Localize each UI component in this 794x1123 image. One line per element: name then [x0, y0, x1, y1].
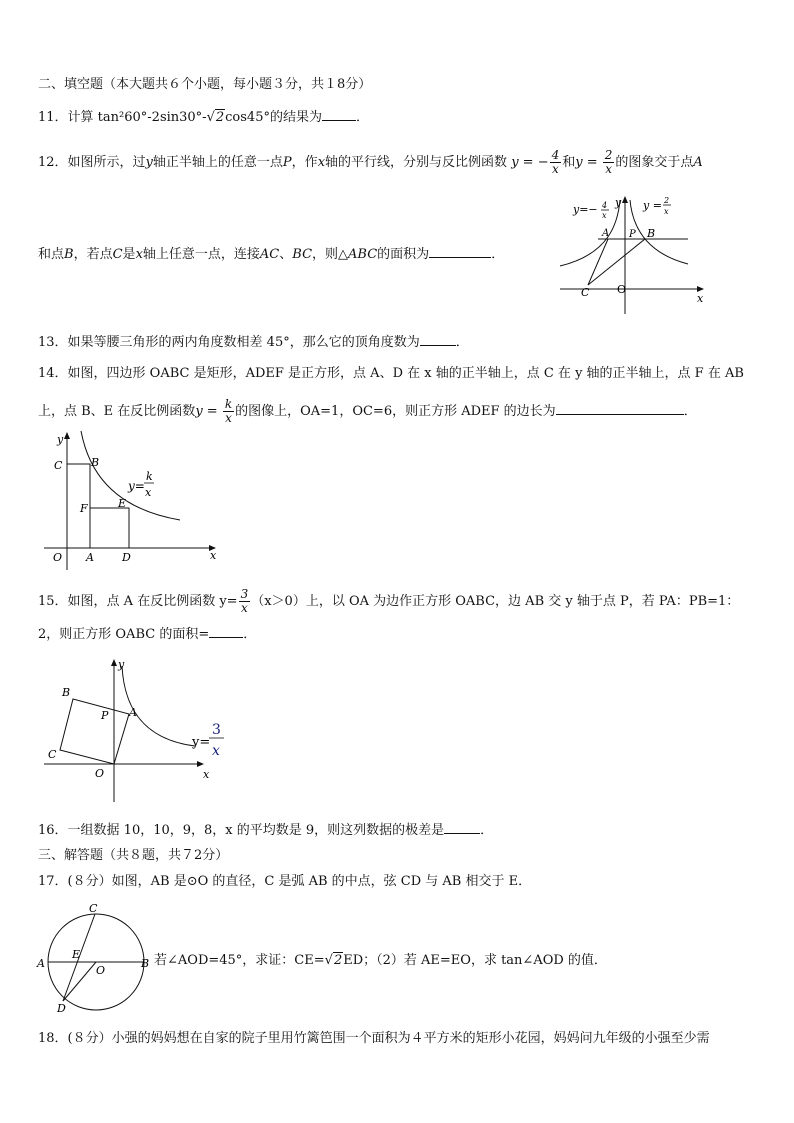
sqrt-symbol: √2 [206, 110, 225, 125]
question-18: 18．(８分）小强的妈妈想在自家的院子里用竹篱笆围一个面积为４平方米的矩形小花园，妈妈问九年级的小强至少需 [38, 1031, 710, 1046]
svg-text:x: x [602, 211, 607, 220]
q14-curve-label [127, 470, 154, 499]
svg-text:k: k [146, 470, 153, 483]
question-12-line-1: 12．如图所示，过y轴正半轴上的任意一点P，作x轴的平行线，分别与反比例函数 y = − $\frac{4}{x}$ 和y = $\frac{2}{x}$ 的图象交于点A [38, 148, 703, 176]
svg-text:x: x [203, 768, 210, 781]
question-14-line-2: 上，点 B、E 在反比例函数y = $\frac{k}{x}$ 的图像上，OA=1，OC=6，则正方形 ADEF 的边长为 ． [38, 397, 697, 425]
svg-text:A: A [86, 551, 94, 564]
question-17-line-1: 17．(８分）如图，AB 是⊙O 的直径，C 是弧 AB 的中点，弦 CD 与 AB 相交于 E． [38, 874, 532, 889]
question-15-line-2: 2，则正方形 OABC 的面积= ． [38, 627, 257, 642]
q11-text-a: 11．计算 tan²60°-2sin30°- [38, 110, 207, 125]
answer-blank[interactable] [209, 625, 243, 638]
svg-text:B: B [62, 686, 71, 699]
solve-section-heading: 三、解答题（共８题，共７2分） [38, 848, 229, 863]
svg-text:C: C [54, 459, 63, 472]
svg-text:y: y [57, 433, 64, 446]
fraction-neg4-over-x: $\frac{4}{x}$ [551, 148, 560, 176]
svg-text:2: 2 [664, 196, 670, 205]
svg-text:E: E [118, 497, 127, 510]
svg-text:B: B [91, 456, 100, 469]
question-17-line-2: 若∠AOD=45°，求证：CE=√2ED；（2）若 AE=EO，求 tan∠AOD 的值． [154, 953, 607, 968]
svg-text:x: x [210, 549, 217, 562]
q14-figure [40, 428, 225, 573]
svg-text:B: B [141, 957, 150, 970]
fill-section-heading: 二、填空题（本大题共６个小题，每小题３分，共１8分） [38, 77, 372, 92]
question-14-line-1: 14．如图，四边形 OABC 是矩形，ADEF 是正方形，点 A、D 在 x 轴的正半轴上，点 C 在 y 轴的正半轴上，点 F 在 AB [38, 366, 744, 381]
svg-text:A: A [602, 228, 610, 239]
hyperbola [81, 431, 180, 520]
svg-text:x: x [664, 207, 669, 216]
q12-figure [558, 192, 708, 317]
svg-text:x: x [212, 743, 220, 759]
square-adef [90, 508, 129, 548]
svg-text:O: O [53, 551, 63, 564]
svg-text:A: A [37, 957, 45, 970]
answer-blank[interactable] [556, 402, 684, 415]
svg-text:D: D [122, 551, 131, 564]
svg-text:y: y [615, 196, 622, 209]
svg-text:E: E [72, 948, 81, 961]
question-11: 11．计算 tan²60°-2sin30°-√2cos45°的结果为 ． [38, 110, 369, 125]
question-12-line-2: 和点B，若点C是x轴上任意一点，连接AC、BC，则△ABC的面积为 ． [38, 247, 505, 262]
segment-bc [588, 239, 645, 285]
svg-text:4: 4 [602, 201, 608, 210]
svg-text:y=: y= [192, 735, 211, 750]
segment-ac [588, 239, 608, 285]
q11-text-b: cos45°的结果为 [225, 110, 322, 125]
svg-text:C: C [48, 748, 57, 761]
svg-text:3: 3 [212, 722, 221, 738]
svg-text:D: D [57, 1002, 66, 1015]
square-oabc [60, 699, 129, 764]
svg-text:y =: y = [643, 199, 662, 212]
segment-od [63, 962, 96, 1001]
sqrt-symbol: √2 [324, 953, 343, 968]
fraction-k-over-x: $\frac{k}{x}$ [224, 397, 233, 425]
svg-text:F: F [80, 502, 88, 515]
q12-right-label [642, 196, 671, 216]
svg-text:C: C [581, 286, 590, 299]
q12-left-label [572, 201, 609, 220]
svg-text:C: C [89, 902, 98, 915]
svg-text:P: P [629, 229, 636, 240]
q15-curve-label [191, 722, 224, 759]
svg-text:A: A [129, 706, 137, 719]
answer-blank[interactable] [444, 821, 480, 834]
q17-figure [36, 900, 156, 1025]
svg-text:B: B [647, 227, 656, 240]
answer-blank[interactable] [429, 245, 491, 258]
svg-text:O: O [96, 964, 106, 977]
fraction-2-over-x: $\frac{2}{x}$ [604, 148, 613, 176]
answer-blank[interactable] [420, 333, 456, 346]
fraction-3-over-x: $\frac{3}{x}$ [240, 587, 249, 615]
svg-text:y=: y= [128, 479, 145, 493]
svg-text:O: O [617, 283, 627, 296]
svg-text:O: O [95, 767, 105, 780]
q15-figure [40, 654, 235, 804]
svg-text:y=−: y=− [573, 203, 598, 216]
answer-blank[interactable] [322, 108, 356, 121]
question-15-line-1: 15．如图，点 A 在反比例函数 y= $\frac{3}{x}$ （x＞0）上，以 OA 为边作正方形 OABC，边 AB 交 y 轴于点 P，若 PA：PB=1： [38, 587, 740, 615]
question-16: 16．一组数据 10，10，9，8，x 的平均数是 9，则这列数据的极差是 ． [38, 823, 494, 838]
svg-text:y: y [118, 658, 125, 671]
question-13: 13．如果等腰三角形的两内角度数相差 45°，那么它的顶角度数为 ． [38, 335, 469, 350]
svg-text:x: x [145, 486, 152, 499]
svg-text:x: x [697, 292, 704, 305]
svg-text:P: P [101, 709, 109, 722]
